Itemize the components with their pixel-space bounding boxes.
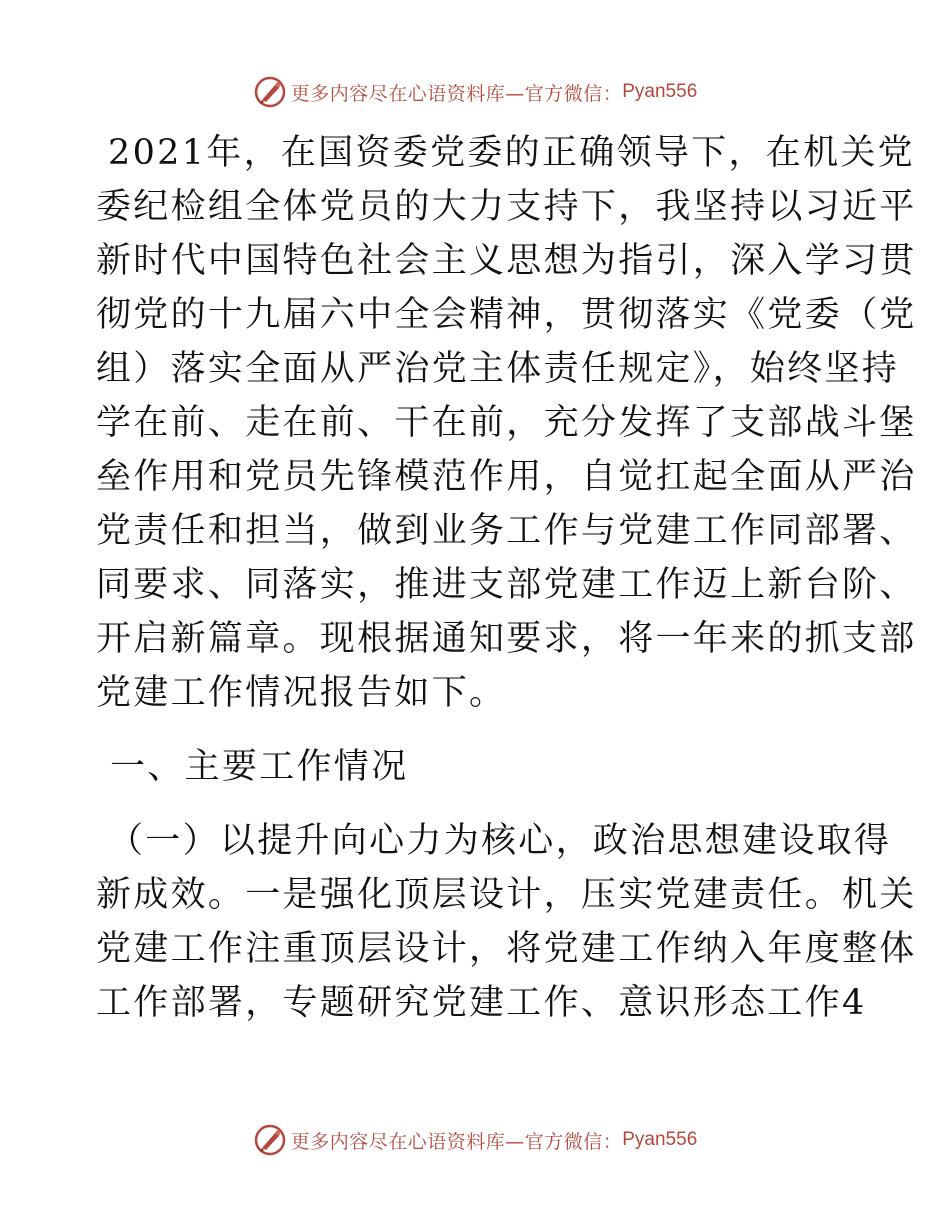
- banner-text: 更多内容尽在心语资料库—官方微信：: [290, 1130, 623, 1153]
- text-line: 垒作用和党员先锋模范作用，自觉扛起全面从严治: [96, 457, 917, 497]
- text-line: 委纪检组全体党员的大力支持下，我坚持以习近平: [96, 187, 917, 227]
- section-heading: [96, 740, 866, 794]
- text-line: 党责任和担当，做到业务工作与党建工作同部署、: [96, 511, 917, 551]
- text-line: 开启新篇章。现根据通知要求，将一年来的抓支部: [96, 619, 917, 659]
- text-line: （一）以提升向心力为核心，政治思想建设取得: [108, 821, 892, 861]
- banner-wechat-id: Pyan556: [622, 1129, 698, 1150]
- footer-banner: [0, 1120, 950, 1160]
- text-line: 新成效。一是强化顶层设计，压实党建责任。机关: [96, 875, 917, 915]
- text-line: 党建工作情况报告如下。: [96, 673, 507, 713]
- quill-pen-logo-icon: [253, 1123, 287, 1157]
- text-line: 新时代中国特色社会主义思想为指引，深入学习贯: [96, 241, 917, 281]
- heading-line: 一、主要工作情况: [110, 747, 409, 787]
- text-line: 同要求、同落实，推进支部党建工作迈上新台阶、: [96, 565, 917, 605]
- text-line: 2021年，在国资委党委的正确领导下，在机关党: [108, 133, 915, 173]
- header-banner: [0, 72, 950, 112]
- text-line: 工作部署，专题研究党建工作、意识形态工作4: [96, 983, 867, 1023]
- text-line: 彻党的十九届六中全会精神，贯彻落实《党委（党: [96, 295, 917, 335]
- paragraph-section-one: [96, 814, 917, 1030]
- text-line: 党建工作注重顶层设计，将党建工作纳入年度整体: [96, 929, 917, 969]
- text-line: 组）落实全面从严治党主体责任规定》，始终坚持: [96, 349, 900, 389]
- quill-pen-logo-icon: [253, 75, 287, 109]
- paragraph-intro: [96, 126, 917, 720]
- banner-wechat-id: Pyan556: [622, 81, 698, 102]
- document-body: [96, 126, 917, 1030]
- banner-text: 更多内容尽在心语资料库—官方微信：: [290, 82, 623, 105]
- text-line: 学在前、走在前、干在前，充分发挥了支部战斗堡: [96, 403, 917, 443]
